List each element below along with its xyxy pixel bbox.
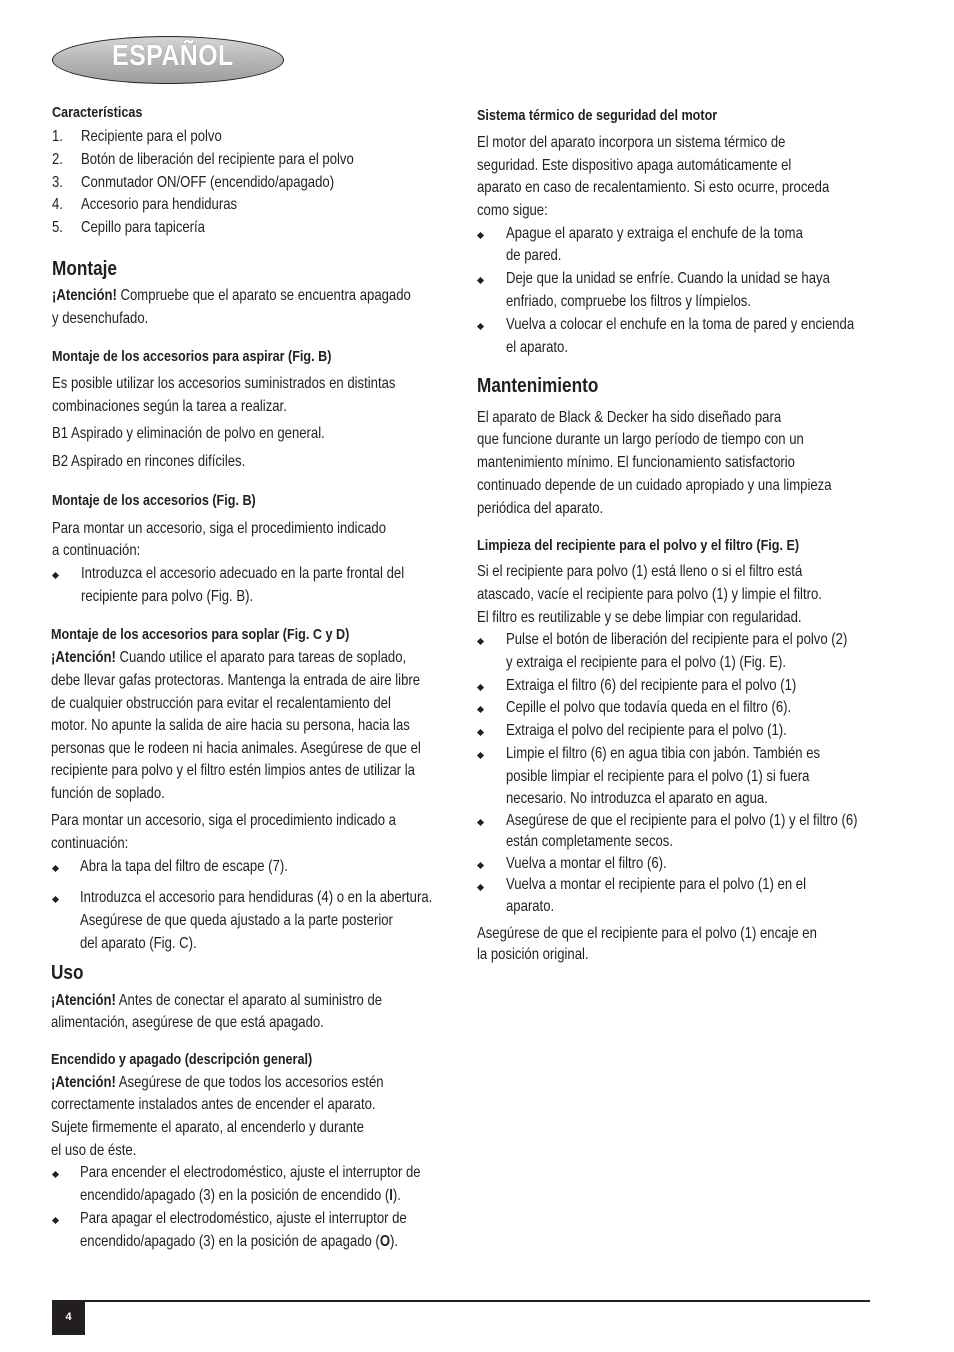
aspirar-paragraph-line: Es posible utilizar los accesorios suministrados en distintas xyxy=(52,375,396,392)
bullet-diamond-icon xyxy=(477,862,485,870)
soplar-bullet: Introduzca el accesorio para hendiduras (4) o en la abertura. xyxy=(80,889,433,906)
soplar-paragraph-line: continuación: xyxy=(51,835,129,852)
termico-paragraph-line: seguridad. Este dispositivo apaga automáticamente el xyxy=(477,157,792,174)
limpieza-paragraph-line: atascado, vacíe el recipiente para polvo (1) y limpie el filtro. xyxy=(477,586,822,603)
limpieza-paragraph-line: El filtro es reutilizable y se debe limpiar con regularidad. xyxy=(477,609,802,626)
bullet-diamond-icon xyxy=(477,819,485,827)
soplar-heading: Montaje de los accesorios para soplar (Fig. C y D) xyxy=(51,626,350,643)
montaje-heading: Montaje xyxy=(52,258,117,280)
encendido-heading: Encendido y apagado (descripción general) xyxy=(51,1051,313,1068)
bullet-diamond-icon xyxy=(52,1217,60,1225)
encendido-warning: ¡Atención! Asegúrese de que todos los accesorios estén xyxy=(51,1074,384,1091)
aspirar-paragraph-line: combinaciones según la tarea a realizar. xyxy=(52,398,287,415)
bullet-diamond-icon xyxy=(477,232,485,240)
limpieza-paragraph-line: Si el recipiente para polvo (1) está lleno o si el filtro está xyxy=(477,563,803,580)
warning-label: ¡Atención! xyxy=(51,649,116,666)
bullet-diamond-icon xyxy=(52,896,60,904)
warning-label: ¡Atención! xyxy=(51,992,116,1009)
bullet-diamond-icon xyxy=(52,865,60,873)
limpieza-bullet: Extraiga el filtro (6) del recipiente para el polvo (1) xyxy=(506,677,797,694)
feature-number: 5. xyxy=(52,219,63,236)
accesorios-bullet-cont: recipiente para polvo (Fig. B). xyxy=(81,588,254,605)
final-paragraph-line: Asegúrese de que el recipiente para el polvo (1) encaje en xyxy=(477,925,817,942)
soplar-paragraph-line: Para montar un accesorio, siga el procedimiento indicado a xyxy=(51,812,396,829)
mantenimiento-paragraph-line: que funcione durante un largo período de tiempo con un xyxy=(477,431,804,448)
apagado-bullet: Para apagar el electrodoméstico, ajuste el interruptor de xyxy=(80,1210,407,1227)
bullet-diamond-icon xyxy=(477,752,485,760)
language-badge-label: ESPAÑOL xyxy=(112,40,234,72)
feature-item: Accesorio para hendiduras xyxy=(81,196,238,213)
limpieza-bullet: Vuelva a montar el recipiente para el polvo (1) en el xyxy=(506,876,806,893)
bullet-diamond-icon xyxy=(52,1171,60,1179)
limpieza-bullet: Cepille el polvo que todavía queda en el filtro (6). xyxy=(506,699,792,716)
termico-bullet-cont: el aparato. xyxy=(506,339,568,356)
termico-bullet: Deje que la unidad se enfríe. Cuando la unidad se haya xyxy=(506,270,830,287)
bullet-diamond-icon xyxy=(477,323,485,331)
mantenimiento-paragraph-line: continuado depende de un cuidado apropiado y una limpieza xyxy=(477,477,832,494)
limpieza-bullet-cont: están completamente secos. xyxy=(506,833,674,850)
termico-paragraph-line: aparato en caso de recalentamiento. Si esto ocurre, proceda xyxy=(477,179,830,196)
limpieza-bullet: Extraiga el polvo del recipiente para el polvo (1). xyxy=(506,722,787,739)
page-number: 4 xyxy=(52,1302,85,1335)
encendido-bullet-cont: encendido/apagado (3) en la posición de encendido (I). xyxy=(80,1187,401,1204)
bullet-diamond-icon xyxy=(477,884,485,892)
bullet-diamond-icon xyxy=(477,638,485,646)
off-symbol: O xyxy=(379,1233,391,1250)
accesorios-paragraph-line: Para montar un accesorio, siga el procedimiento indicado xyxy=(52,520,387,537)
termico-heading: Sistema térmico de seguridad del motor xyxy=(477,107,718,124)
mantenimiento-heading: Mantenimiento xyxy=(477,375,599,397)
accesorios-heading: Montaje de los accesorios (Fig. B) xyxy=(52,492,256,509)
montaje-warning: ¡Atención! Compruebe que el aparato se encuentra apagado xyxy=(52,287,411,304)
uso-warning-cont: alimentación, asegúrese de que está apagado. xyxy=(51,1014,324,1031)
bullet-diamond-icon xyxy=(477,729,485,737)
soplar-bullet: Abra la tapa del filtro de escape (7). xyxy=(80,858,288,875)
bullet-diamond-icon xyxy=(477,277,485,285)
termico-bullet-cont: de pared. xyxy=(506,247,562,264)
limpieza-bullet: Pulse el botón de liberación del recipiente para el polvo (2) xyxy=(506,631,848,648)
feature-item: Botón de liberación del recipiente para el polvo xyxy=(81,151,354,168)
montaje-warning-cont: y desenchufado. xyxy=(52,310,149,327)
termico-paragraph-line: El motor del aparato incorpora un sistema térmico de xyxy=(477,134,786,151)
feature-item: Cepillo para tapicería xyxy=(81,219,205,236)
aspirar-b1: B1 Aspirado y eliminación de polvo en general. xyxy=(52,425,325,442)
termico-paragraph-line: como sigue: xyxy=(477,202,548,219)
soplar-warning-line: función de soplado. xyxy=(51,785,165,802)
feature-item: Conmutador ON/OFF (encendido/apagado) xyxy=(81,174,335,191)
apagado-bullet-cont: encendido/apagado (3) en la posición de apagado (O). xyxy=(80,1233,399,1250)
termico-bullet-cont: enfriado, compruebe los filtros y límpielos. xyxy=(506,293,752,310)
feature-item: Recipiente para el polvo xyxy=(81,128,222,145)
uso-warning: ¡Atención! Antes de conectar el aparato al suministro de xyxy=(51,992,383,1009)
aspirar-b2: B2 Aspirado en rincones difíciles. xyxy=(52,453,246,470)
encendido-warning-line: correctamente instalados antes de encender el aparato. xyxy=(51,1096,376,1113)
limpieza-heading: Limpieza del recipiente para el polvo y el filtro (Fig. E) xyxy=(477,537,800,554)
soplar-warning-line: recipiente para polvo y el filtro estén limpios antes de utilizar la xyxy=(51,762,415,779)
soplar-warning-line: debe llevar gafas protectoras. Mantenga la entrada de aire libre xyxy=(51,672,421,689)
feature-number: 4. xyxy=(52,196,63,213)
aspirar-heading: Montaje de los accesorios para aspirar (Fig. B) xyxy=(52,348,332,365)
warning-label: ¡Atención! xyxy=(52,287,117,304)
bullet-diamond-icon xyxy=(477,684,485,692)
soplar-bullet-cont: del aparato (Fig. C). xyxy=(80,935,197,952)
limpieza-bullet-cont: aparato. xyxy=(506,898,555,915)
uso-heading: Uso xyxy=(51,962,84,984)
encendido-bullet: Para encender el electrodoméstico, ajuste el interruptor de xyxy=(80,1164,421,1181)
encendido-warning-line: el uso de éste. xyxy=(51,1142,137,1159)
bullet-diamond-icon xyxy=(52,572,60,580)
bullet-diamond-icon xyxy=(477,706,485,714)
final-paragraph-line: la posición original. xyxy=(477,946,589,963)
soplar-warning-line: motor. No apunte la salida de aire hacia su persona, hacia las xyxy=(51,717,410,734)
mantenimiento-paragraph-line: mantenimiento mínimo. El funcionamiento satisfactorio xyxy=(477,454,795,471)
footer-rule xyxy=(52,1300,870,1302)
accesorios-paragraph-line: a continuación: xyxy=(52,542,141,559)
mantenimiento-paragraph-line: periódica del aparato. xyxy=(477,500,604,517)
feature-number: 1. xyxy=(52,128,63,145)
features-heading: Características xyxy=(52,104,143,121)
soplar-warning: ¡Atención! Cuando utilice el aparato para tareas de soplado, xyxy=(51,649,407,666)
soplar-warning-line: de cualquier obstrucción para evitar el recalentamiento del xyxy=(51,695,391,712)
limpieza-bullet: Limpie el filtro (6) en agua tibia con jabón. También es xyxy=(506,745,821,762)
feature-number: 2. xyxy=(52,151,63,168)
limpieza-bullet-cont: posible limpiar el recipiente para el polvo (1) si fuera xyxy=(506,768,810,785)
termico-bullet: Apague el aparato y extraiga el enchufe de la toma xyxy=(506,225,803,242)
feature-number: 3. xyxy=(52,174,63,191)
limpieza-bullet-cont: y extraiga el recipiente para el polvo (1) (Fig. E). xyxy=(506,654,787,671)
termico-bullet: Vuelva a colocar el enchufe en la toma de pared y encienda xyxy=(506,316,855,333)
accesorios-bullet: Introduzca el accesorio adecuado en la parte frontal del xyxy=(81,565,405,582)
soplar-bullet-cont: Asegúrese de que queda ajustado a la parte posterior xyxy=(80,912,393,929)
limpieza-bullet: Asegúrese de que el recipiente para el polvo (1) y el filtro (6) xyxy=(506,812,858,829)
soplar-warning-line: personas que le rodeen ni hacia animales. Asegúrese de que el xyxy=(51,740,421,757)
limpieza-bullet: Vuelva a montar el filtro (6). xyxy=(506,855,667,872)
encendido-warning-line: Sujete firmemente el aparato, al encenderlo y durante xyxy=(51,1119,364,1136)
mantenimiento-paragraph-line: El aparato de Black & Decker ha sido diseñado para xyxy=(477,409,782,426)
warning-label: ¡Atención! xyxy=(51,1074,116,1091)
limpieza-bullet-cont: necesario. No introduzca el aparato en agua. xyxy=(506,790,768,807)
on-symbol: I xyxy=(389,1187,393,1204)
